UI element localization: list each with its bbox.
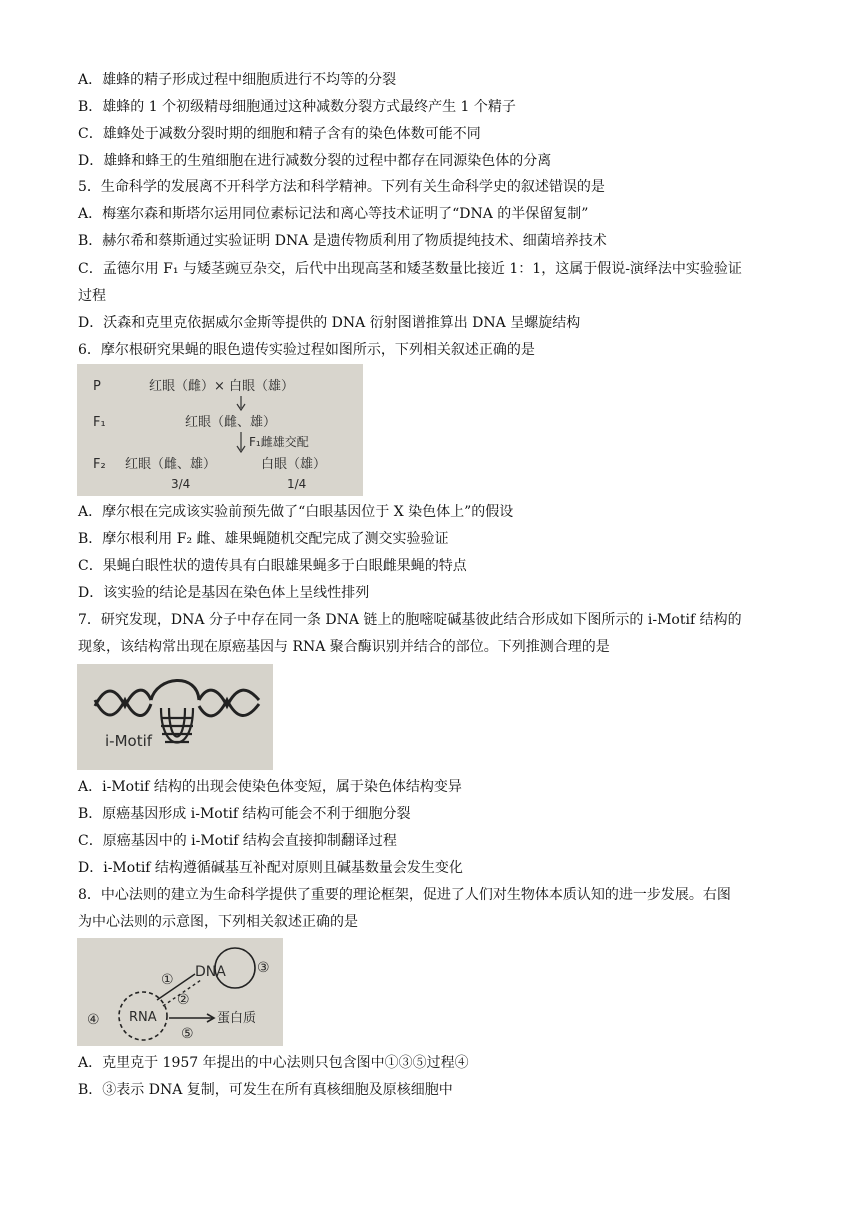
f2-white-eye: 白眼（雄）: [261, 457, 327, 472]
q5-option-d: D．沃森和克里克依据威尔金斯等提供的 DNA 衍射图谱推算出 DNA 呈螺旋结构: [78, 315, 581, 331]
q7-stem-cont: 现象，该结构常出现在原癌基因与 RNA 聚合酶识别并结合的部位。下列推测合理的是: [78, 639, 610, 655]
q7-option-a: A．i-Motif 结构的出现会使染色体变短，属于染色体结构变异: [78, 779, 462, 795]
q8-stem-cont: 为中心法则的示意图，下列相关叙述正确的是: [78, 914, 358, 930]
step-3-label: ③: [257, 960, 270, 976]
q6-option-d: D．该实验的结论是基因在染色体上呈线性排列: [78, 585, 370, 601]
f1-label: F₁: [93, 415, 106, 430]
i-motif-figure: [77, 664, 273, 770]
q7-option-b: B．原癌基因形成 i-Motif 结构可能会不利于细胞分裂: [78, 806, 411, 822]
q4-option-a: A．雄蜂的精子形成过程中细胞质进行不均等的分裂: [78, 72, 397, 88]
f1-offspring: 红眼（雌、雄）: [185, 415, 277, 430]
q6-stem: 6．摩尔根研究果蝇的眼色遗传实验过程如图所示，下列相关叙述正确的是: [78, 342, 535, 358]
q5-option-a: A．梅塞尔森和斯塔尔运用同位素标记法和离心等技术证明了“DNA 的半保留复制”: [78, 206, 589, 222]
q5-stem: 5．生命科学的发展离不开科学方法和科学精神。下列有关生命科学史的叙述错误的是: [78, 179, 605, 195]
step-5-label: ⑤: [181, 1026, 194, 1042]
q5-option-b: B．赫尔希和蔡斯通过实验证明 DNA 是遗传物质利用了物质提纯技术、细菌培养技术: [78, 233, 607, 249]
q5-option-c: C．孟德尔用 F₁ 与矮茎豌豆杂交，后代中出现高茎和矮茎数量比接近 1：1，这属于假说-演绎法中实验验证: [78, 261, 742, 277]
step-1-label: ①: [161, 972, 174, 988]
ratio-red: 3/4: [171, 477, 191, 491]
protein-label: 蛋白质: [217, 1011, 257, 1026]
q6-option-b: B．摩尔根利用 F₂ 雌、雄果蝇随机交配完成了测交实验验证: [78, 531, 449, 547]
central-dogma-figure: [77, 938, 283, 1046]
q5-option-c-cont: 过程: [78, 288, 106, 304]
p-label: P: [93, 379, 101, 394]
step-4-label: ④: [87, 1012, 100, 1028]
ratio-white: 1/4: [287, 477, 307, 491]
q7-option-c: C．原癌基因中的 i-Motif 结构会直接抑制翻译过程: [78, 833, 397, 849]
q4-option-d: D．雄蜂和蜂王的生殖细胞在进行减数分裂的过程中都存在同源染色体的分离: [78, 153, 552, 169]
morgan-cross-figure: [77, 364, 363, 496]
i-motif-label: i-Motif: [105, 732, 153, 750]
dna-label: DNA: [195, 964, 226, 980]
q4-option-b: B．雄蜂的 1 个初级精母细胞通过这种减数分裂方式最终产生 1 个精子: [78, 99, 516, 115]
f1-mating-label: F₁雌雄交配: [249, 435, 309, 449]
q8-option-a: A．克里克于 1957 年提出的中心法则只包含图中①③⑤过程④: [78, 1055, 469, 1071]
q6-option-c: C．果蝇白眼性状的遗传具有白眼雄果蝇多于白眼雌果蝇的特点: [78, 558, 467, 574]
f2-red-eye: 红眼（雌、雄）: [125, 457, 217, 472]
parent-cross: 红眼（雌）× 白眼（雄）: [149, 379, 295, 394]
q6-option-a: A．摩尔根在完成该实验前预先做了“白眼基因位于 X 染色体上”的假设: [78, 504, 514, 520]
rna-label: RNA: [129, 1010, 157, 1025]
f2-label: F₂: [93, 457, 106, 472]
q8-stem: 8．中心法则的建立为生命科学提供了重要的理论框架，促进了人们对生物体本质认知的进一步发展。右图: [78, 887, 731, 903]
step-2-label: ②: [177, 992, 190, 1008]
q4-option-c: C．雄蜂处于减数分裂时期的细胞和精子含有的染色体数可能不同: [78, 126, 481, 142]
q8-option-b: B．③表示 DNA 复制，可发生在所有真核细胞及原核细胞中: [78, 1082, 453, 1098]
q7-stem: 7．研究发现，DNA 分子中存在同一条 DNA 链上的胞嘧啶碱基彼此结合形成如下图所示的 i-Motif 结构的: [78, 612, 742, 628]
q7-option-d: D．i-Motif 结构遵循碱基互补配对原则且碱基数量会发生变化: [78, 860, 463, 876]
